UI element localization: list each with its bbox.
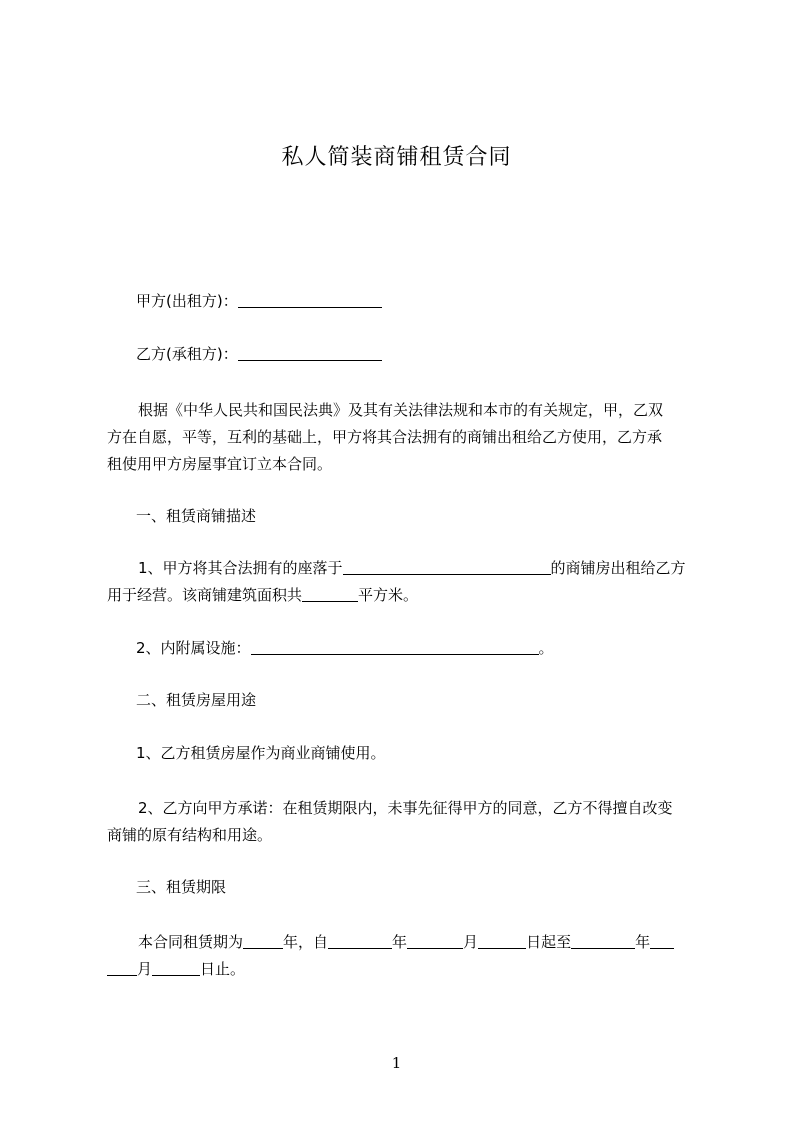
term-text-6: 年 xyxy=(635,933,651,951)
end-month-blank-a[interactable] xyxy=(650,932,674,949)
section-1-item-1-text-d: 平方米。 xyxy=(358,586,419,604)
end-year-blank[interactable] xyxy=(571,932,635,949)
section-1-item-2-text-a: 2、内附属设施： xyxy=(136,639,251,657)
start-year-blank[interactable] xyxy=(328,932,392,949)
section-3-term-line-2 xyxy=(107,955,245,983)
party-a-label: 甲方(出租方)： xyxy=(136,292,238,310)
party-b-label: 乙方(承租方)： xyxy=(136,345,238,363)
term-text-3: 年 xyxy=(392,933,408,951)
preamble-line-2: 方在自愿，平等，互利的基础上，甲方将其合法拥有的商铺出租给乙方使用，乙方承 xyxy=(107,428,663,446)
section-2-item-1: 1、乙方租赁房屋作为商业商铺使用。 xyxy=(136,744,386,762)
party-b-line xyxy=(136,340,382,368)
end-day-blank[interactable] xyxy=(152,959,200,976)
section-1-item-1-line-1 xyxy=(138,554,686,582)
term-text-1: 本合同租赁期为 xyxy=(138,933,244,951)
party-a-line xyxy=(136,287,382,315)
section-1-item-2 xyxy=(136,634,554,662)
term-text-4: 月 xyxy=(463,933,479,951)
party-b-blank[interactable] xyxy=(238,344,382,361)
section-2-item-2-line-1: 2、乙方向甲方承诺：在租赁期限内，未事先征得甲方的同意，乙方不得擅自改变 xyxy=(138,799,673,817)
end-month-blank-b[interactable] xyxy=(107,959,137,976)
start-day-blank[interactable] xyxy=(478,932,526,949)
section-2-heading: 二、租赁房屋用途 xyxy=(136,691,257,709)
term-years-blank[interactable] xyxy=(243,932,283,949)
term-text-2: 年，自 xyxy=(283,933,329,951)
section-1-heading: 一、租赁商铺描述 xyxy=(136,507,257,525)
section-1-item-2-text-b: 。 xyxy=(538,639,554,657)
section-3-term-line-1 xyxy=(138,928,674,956)
location-blank[interactable] xyxy=(343,558,551,575)
term-text-8: 日止。 xyxy=(200,960,246,978)
area-blank[interactable] xyxy=(302,585,358,602)
section-1-item-1-text-b: 的商铺房出租给乙方 xyxy=(550,559,686,577)
section-2-item-2-line-2: 商铺的原有结构和用途。 xyxy=(107,826,273,844)
preamble-line-3: 租使用甲方房屋事宜订立本合同。 xyxy=(107,455,333,473)
party-a-blank[interactable] xyxy=(238,291,382,308)
facilities-blank[interactable] xyxy=(251,638,539,655)
term-text-5: 日起至 xyxy=(526,933,572,951)
section-1-item-1-text-a: 1、甲方将其合法拥有的座落于 xyxy=(138,559,343,577)
term-text-7: 月 xyxy=(137,960,153,978)
section-3-heading: 三、租赁期限 xyxy=(136,878,227,896)
preamble-line-1: 根据《中华人民共和国民法典》及其有关法律法规和本市的有关规定，甲，乙双 xyxy=(138,401,664,419)
page-number: 1 xyxy=(391,1054,402,1072)
start-month-blank[interactable] xyxy=(407,932,463,949)
section-1-item-1-line-2 xyxy=(107,581,418,609)
section-1-item-1-text-c: 用于经营。该商铺建筑面积共 xyxy=(107,586,303,604)
document-title: 私人简装商铺租赁合同 xyxy=(281,145,512,170)
